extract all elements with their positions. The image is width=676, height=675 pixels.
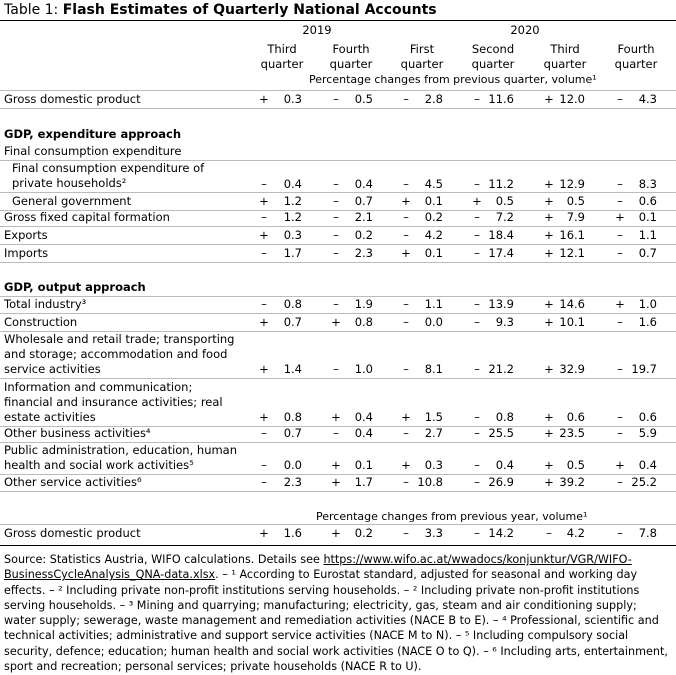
value-sign: + — [259, 362, 269, 376]
value-number: 1.7 — [283, 246, 302, 260]
value-number: 1.7 — [354, 475, 373, 489]
value-sign: + — [544, 297, 554, 311]
value-number: 2.3 — [283, 475, 302, 489]
value-number: 1.0 — [638, 297, 657, 311]
value-number: 7.2 — [495, 210, 514, 224]
row-label-output-6: Public administration, education, human — [4, 443, 238, 457]
value-sign: – — [474, 315, 480, 329]
row-label-output-2: Construction — [4, 315, 78, 329]
value-sign: – — [617, 315, 623, 329]
value-number: 26.9 — [488, 475, 514, 489]
value-sign: – — [333, 177, 339, 191]
year-2020: 2020 — [510, 23, 540, 37]
value-number: 0.4 — [354, 426, 373, 440]
value-number: 1.0 — [354, 362, 373, 376]
table-footnotes — [4, 552, 672, 674]
header-rule — [0, 90, 676, 91]
row-label-output-3: and storage; accommodation and food — [4, 347, 228, 361]
column-header-6-line2: quarter — [614, 57, 658, 71]
column-header-2: Fourth — [332, 42, 370, 56]
value-sign: + — [331, 475, 341, 489]
value-number: 10.8 — [417, 475, 443, 489]
value-number: 2.8 — [424, 92, 443, 106]
value-sign: – — [261, 177, 267, 191]
row-divider — [0, 378, 676, 379]
value-sign: – — [474, 526, 480, 540]
value-number: 0.1 — [638, 210, 657, 224]
value-number: 0.1 — [424, 194, 443, 208]
value-number: 0.8 — [354, 315, 373, 329]
value-number: 0.4 — [283, 177, 302, 191]
value-number: 16.1 — [559, 228, 585, 242]
value-number: 0.8 — [283, 297, 302, 311]
column-header-4-line2: quarter — [471, 57, 515, 71]
value-number: 0.5 — [566, 194, 585, 208]
row-label-output-4: estate activities — [4, 410, 96, 424]
value-number: 12.0 — [559, 92, 585, 106]
value-number: 4.3 — [638, 92, 657, 106]
value-sign: + — [331, 458, 341, 472]
bottom-rule — [0, 545, 676, 546]
row-label-output-7: Other service activities⁶ — [4, 475, 142, 489]
value-number: 1.4 — [283, 362, 302, 376]
column-header-3: First — [409, 42, 435, 56]
value-number: 0.3 — [424, 458, 443, 472]
value-sign: – — [403, 177, 409, 191]
value-number: 14.2 — [488, 526, 514, 540]
value-number: 12.9 — [559, 177, 585, 191]
row-label-gdp-quarter: Gross domestic product — [4, 92, 141, 106]
value-number: 0.0 — [424, 315, 443, 329]
value-number: 21.2 — [488, 362, 514, 376]
value-number: 1.2 — [283, 194, 302, 208]
value-sign: + — [544, 92, 554, 106]
value-number: 1.1 — [424, 297, 443, 311]
value-number: 1.1 — [638, 228, 657, 242]
subheading-final-consumption: Final consumption expenditure — [4, 144, 182, 158]
value-number: 0.6 — [638, 410, 657, 424]
footnote-source: Source: Statistics Austria, WIFO calculations. Details see — [4, 553, 324, 566]
column-header-5: Third — [550, 42, 580, 56]
value-sign: + — [331, 526, 341, 540]
value-number: 0.6 — [638, 194, 657, 208]
row-label-expenditure-3: Gross fixed capital formation — [4, 210, 170, 224]
value-sign: + — [259, 526, 269, 540]
value-sign: – — [474, 426, 480, 440]
value-sign: – — [403, 228, 409, 242]
value-sign: – — [403, 362, 409, 376]
value-sign: – — [474, 458, 480, 472]
row-label-expenditure-1: private households² — [12, 176, 127, 190]
value-number: 4.2 — [566, 526, 585, 540]
row-label-output-1: Total industry³ — [4, 297, 87, 311]
value-sign: + — [259, 315, 269, 329]
value-number: 0.3 — [283, 228, 302, 242]
column-header-6: Fourth — [617, 42, 655, 56]
value-number: 3.3 — [424, 526, 443, 540]
row-label-output-5: Other business activities⁴ — [4, 426, 151, 440]
value-number: 0.0 — [283, 458, 302, 472]
value-sign: + — [401, 246, 411, 260]
value-number: 0.4 — [354, 410, 373, 424]
value-sign: – — [474, 297, 480, 311]
value-number: 0.5 — [354, 92, 373, 106]
value-sign: – — [333, 194, 339, 208]
value-sign: – — [474, 228, 480, 242]
value-sign: + — [331, 315, 341, 329]
value-number: 1.6 — [283, 526, 302, 540]
value-number: 8.3 — [638, 177, 657, 191]
column-header-3-line2: quarter — [400, 57, 444, 71]
value-number: 0.2 — [354, 526, 373, 540]
value-sign: – — [474, 246, 480, 260]
value-sign: – — [617, 410, 623, 424]
value-sign: – — [333, 426, 339, 440]
value-sign: – — [403, 210, 409, 224]
value-sign: – — [333, 362, 339, 376]
value-number: 0.4 — [354, 177, 373, 191]
row-label-output-4: financial and insurance activities; real — [4, 395, 223, 409]
value-number: 13.9 — [488, 297, 514, 311]
row-label-expenditure-2: General government — [12, 194, 132, 208]
value-number: 12.1 — [559, 246, 585, 260]
row-divider — [0, 244, 676, 245]
value-number: 0.1 — [424, 246, 443, 260]
value-sign: – — [474, 410, 480, 424]
row-divider — [0, 226, 676, 227]
column-header-1-line2: quarter — [260, 57, 304, 71]
value-sign: – — [261, 426, 267, 440]
value-sign: – — [403, 92, 409, 106]
section-heading-expenditure: GDP, expenditure approach — [4, 127, 182, 141]
value-sign: + — [331, 410, 341, 424]
value-sign: + — [544, 315, 554, 329]
value-number: 2.1 — [354, 210, 373, 224]
value-sign: + — [544, 210, 554, 224]
value-sign: – — [617, 228, 623, 242]
value-sign: – — [261, 297, 267, 311]
row-divider — [0, 262, 676, 263]
value-number: 4.5 — [424, 177, 443, 191]
value-number: 7.8 — [638, 526, 657, 540]
table-label: Table 1: — [4, 2, 59, 18]
row-divider — [0, 313, 676, 314]
value-number: 0.5 — [566, 458, 585, 472]
value-number: 11.6 — [488, 92, 514, 106]
value-sign: – — [617, 246, 623, 260]
value-number: 4.2 — [424, 228, 443, 242]
value-sign: – — [474, 475, 480, 489]
value-sign: + — [544, 177, 554, 191]
value-number: 18.4 — [488, 228, 514, 242]
value-number: 39.2 — [559, 475, 585, 489]
value-number: 25.5 — [488, 426, 514, 440]
value-number: 0.7 — [283, 315, 302, 329]
value-number: 0.3 — [283, 92, 302, 106]
value-sign: + — [259, 410, 269, 424]
value-sign: + — [544, 475, 554, 489]
value-sign: – — [403, 315, 409, 329]
value-number: 2.7 — [424, 426, 443, 440]
row-label-expenditure-4: Exports — [4, 228, 48, 242]
column-header-4: Second — [471, 42, 515, 56]
value-sign: – — [333, 297, 339, 311]
value-sign: – — [617, 426, 623, 440]
value-sign: + — [401, 194, 411, 208]
value-number: 0.2 — [354, 228, 373, 242]
row-label-gdp-year: Gross domestic product — [4, 526, 141, 540]
value-sign: + — [615, 458, 625, 472]
value-number: 10.1 — [559, 315, 585, 329]
value-number: 0.6 — [566, 410, 585, 424]
value-sign: – — [546, 526, 552, 540]
value-number: 0.7 — [354, 194, 373, 208]
value-number: 8.1 — [424, 362, 443, 376]
value-sign: – — [617, 194, 623, 208]
value-number: 0.8 — [283, 410, 302, 424]
value-sign: + — [544, 458, 554, 472]
column-header-2-line2: quarter — [329, 57, 373, 71]
top-rule — [0, 20, 676, 21]
row-label-output-4: Information and communication; — [4, 380, 193, 394]
value-sign: + — [544, 426, 554, 440]
row-divider — [0, 108, 676, 109]
value-sign: – — [333, 210, 339, 224]
value-number: 0.7 — [638, 246, 657, 260]
column-header-1: Third — [267, 42, 297, 56]
value-sign: + — [259, 92, 269, 106]
value-sign: – — [617, 475, 623, 489]
value-sign: + — [615, 210, 625, 224]
value-sign: – — [261, 458, 267, 472]
value-sign: + — [544, 410, 554, 424]
section-heading-output: GDP, output approach — [4, 280, 146, 294]
footnote-notes: . – ¹ According to Eurostat standard, adjusted for seasonal and working day effects. – ² Including private non-profit institutions serving households. – ² Including private non-profit institutions serving households. – ³ Mining and quarrying; manufacturing; electricity, gas, steam and air conditioning supply; water supply; sewerage, waste management and remediation activities (NACE B to E). – ⁴ Professional, scientific and technical activities; administrative and support service activities (NACE M to N). – ⁵ Including compulsory social security, defence; education; human health and social work activities (NACE O to Q). – ⁶ Including arts, entertainment, sport and recreation; personal services; private households (NACE R to U). — [4, 568, 668, 674]
value-number: 0.7 — [283, 426, 302, 440]
row-label-output-3: Wholesale and retail trade; transporting — [4, 332, 235, 346]
value-number: 1.2 — [283, 210, 302, 224]
table-title-text: Flash Estimates of Quarterly National Accounts — [62, 2, 437, 18]
value-sign: + — [259, 194, 269, 208]
value-number: 23.5 — [559, 426, 585, 440]
value-sign: – — [403, 475, 409, 489]
value-sign: – — [474, 177, 480, 191]
value-number: 1.5 — [424, 410, 443, 424]
value-sign: – — [261, 475, 267, 489]
row-label-expenditure-1: Final consumption expenditure of — [12, 161, 205, 175]
value-number: 0.4 — [495, 458, 514, 472]
value-number: 5.9 — [638, 426, 657, 440]
value-sign: + — [615, 297, 625, 311]
value-sign: – — [474, 92, 480, 106]
value-sign: – — [617, 92, 623, 106]
column-header-5-line2: quarter — [543, 57, 587, 71]
row-divider — [0, 192, 676, 193]
value-sign: + — [401, 458, 411, 472]
value-sign: – — [617, 177, 623, 191]
row-label-output-3: service activities — [4, 362, 101, 376]
unit-label-year: Percentage changes from previous year, volume¹ — [316, 510, 588, 523]
value-sign: – — [261, 246, 267, 260]
value-sign: – — [617, 362, 623, 376]
value-number: 2.3 — [354, 246, 373, 260]
value-sign: – — [474, 210, 480, 224]
table-title — [4, 2, 437, 19]
value-number: 1.6 — [638, 315, 657, 329]
value-number: 32.9 — [559, 362, 585, 376]
value-sign: – — [261, 210, 267, 224]
value-number: 9.3 — [495, 315, 514, 329]
value-sign: – — [333, 228, 339, 242]
row-label-output-6: health and social work activities⁵ — [4, 458, 194, 472]
value-number: 1.9 — [354, 297, 373, 311]
value-sign: + — [544, 228, 554, 242]
value-sign: – — [333, 92, 339, 106]
value-sign: – — [474, 362, 480, 376]
row-divider — [0, 491, 676, 492]
value-sign: + — [544, 246, 554, 260]
row-divider — [0, 524, 676, 525]
unit-label-quarter: Percentage changes from previous quarter, volume¹ — [309, 73, 597, 86]
value-sign: – — [617, 526, 623, 540]
value-number: 0.4 — [638, 458, 657, 472]
value-sign: + — [472, 194, 482, 208]
value-sign: + — [544, 362, 554, 376]
row-label-expenditure-5: Imports — [4, 246, 49, 260]
value-number: 11.2 — [488, 177, 514, 191]
value-number: 0.1 — [354, 458, 373, 472]
value-sign: – — [403, 297, 409, 311]
value-sign: – — [403, 426, 409, 440]
value-number: 17.4 — [488, 246, 514, 260]
value-number: 19.7 — [631, 362, 657, 376]
value-sign: + — [259, 228, 269, 242]
value-number: 0.5 — [495, 194, 514, 208]
value-number: 14.6 — [559, 297, 585, 311]
value-number: 25.2 — [631, 475, 657, 489]
value-sign: + — [544, 194, 554, 208]
value-sign: + — [401, 410, 411, 424]
year-2019: 2019 — [302, 23, 332, 37]
footnote-link[interactable]: https://www.wifo.ac.at/wwadocs/konjunktur/VGR/WIFO-BusinessCycleAnalysis_QNA-data.xlsx — [4, 553, 632, 582]
value-number: 7.9 — [566, 210, 585, 224]
value-number: 0.8 — [495, 410, 514, 424]
value-number: 0.2 — [424, 210, 443, 224]
value-sign: – — [333, 246, 339, 260]
value-sign: – — [403, 526, 409, 540]
